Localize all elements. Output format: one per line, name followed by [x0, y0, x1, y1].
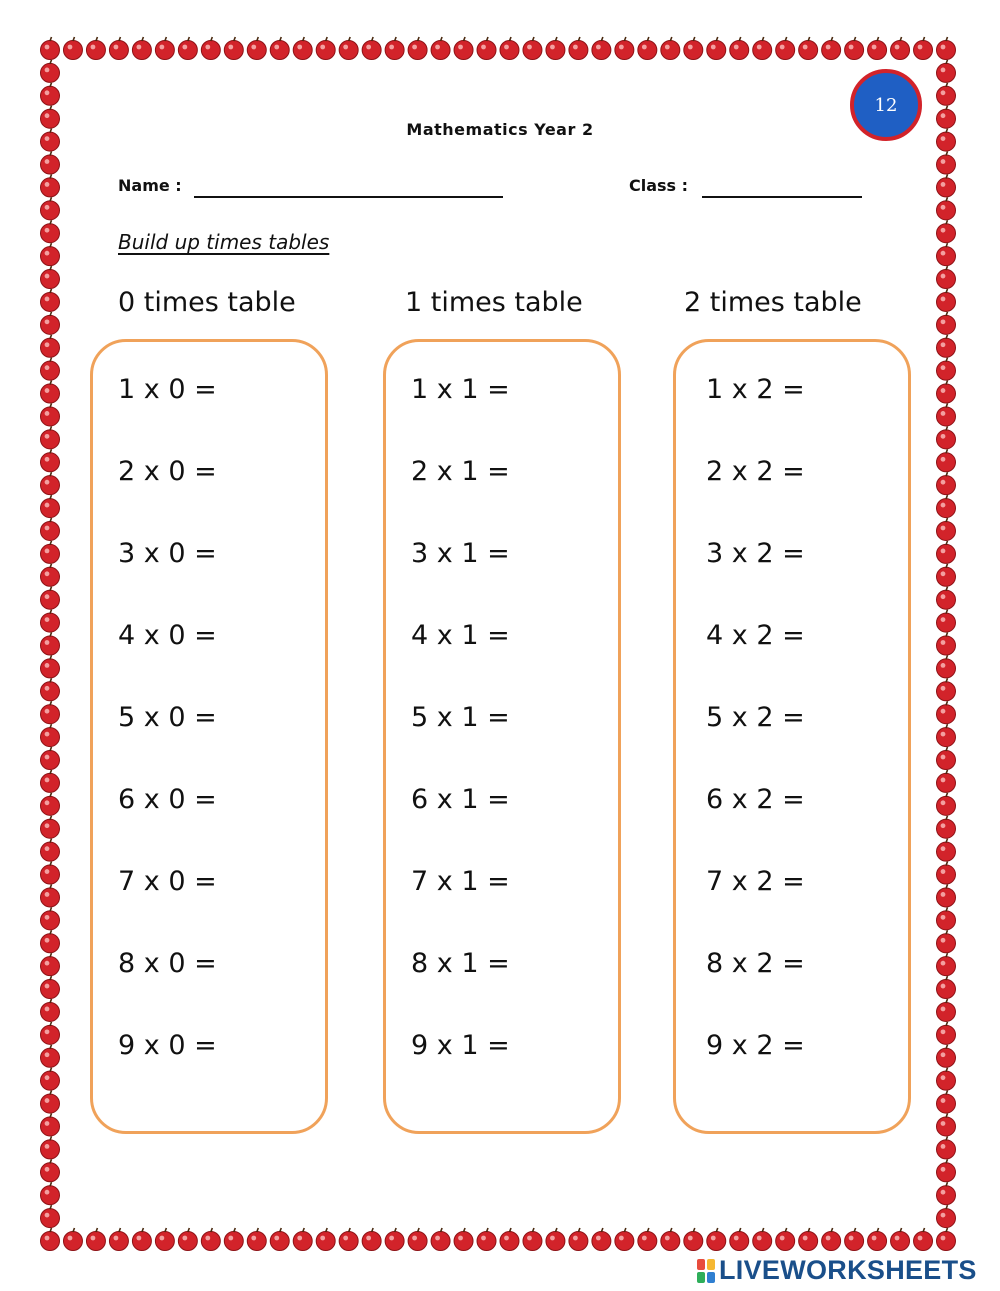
problem-item: 8 x 0 =: [118, 948, 217, 979]
apple-icon: [500, 1228, 519, 1251]
heading-0-times-table: 0 times table: [118, 287, 296, 318]
apple-icon: [638, 1228, 657, 1251]
apple-icon: [937, 1228, 956, 1251]
problem-item: 2 x 2 =: [706, 456, 805, 487]
apple-icon: [339, 1228, 358, 1251]
problem-item: 4 x 2 =: [706, 620, 805, 651]
apple-icon: [86, 37, 105, 60]
apple-icon: [937, 701, 956, 724]
apple-icon: [546, 1228, 565, 1251]
problem-item: 1 x 2 =: [706, 374, 805, 405]
problem-item: 3 x 1 =: [411, 538, 510, 569]
apple-icon: [41, 403, 60, 426]
heading-1-times-table: 1 times table: [405, 287, 583, 318]
apple-icon: [937, 655, 956, 678]
apple-icon: [41, 197, 60, 220]
apple-icon: [822, 1228, 841, 1251]
apple-icon: [661, 37, 680, 60]
apple-icon: [638, 37, 657, 60]
apple-icon: [661, 1228, 680, 1251]
apple-icon: [224, 1228, 243, 1251]
apple-icon: [41, 37, 60, 60]
apple-icon: [41, 426, 60, 449]
apple-icon: [937, 770, 956, 793]
apple-icon: [41, 541, 60, 564]
apple-icon: [937, 426, 956, 449]
apple-icon: [41, 1022, 60, 1045]
apple-icon: [41, 1045, 60, 1068]
apple-icon: [201, 1228, 220, 1251]
apple-icon: [41, 862, 60, 885]
apple-icon: [454, 1228, 473, 1251]
apple-icon: [41, 243, 60, 266]
apple-icon: [63, 1228, 82, 1251]
apple-icon: [41, 220, 60, 243]
apple-icon: [937, 1182, 956, 1205]
apple-icon: [937, 312, 956, 335]
apple-icon: [132, 37, 151, 60]
apple-icon: [523, 37, 542, 60]
apple-icon: [339, 37, 358, 60]
apple-icon: [937, 953, 956, 976]
apple-icon: [41, 587, 60, 610]
apple-icon: [937, 381, 956, 404]
apple-icon: [63, 37, 82, 60]
apple-icon: [753, 37, 772, 60]
instruction-subtitle: Build up times tables: [118, 230, 330, 254]
apple-icon: [523, 1228, 542, 1251]
apple-icon: [477, 1228, 496, 1251]
apple-icon: [41, 930, 60, 953]
apple-icon: [41, 472, 60, 495]
apple-icon: [41, 747, 60, 770]
apple-icon: [937, 472, 956, 495]
apple-icon: [385, 1228, 404, 1251]
apple-icon: [868, 1228, 887, 1251]
apple-icon: [937, 930, 956, 953]
apple-icon: [937, 518, 956, 541]
apple-icon: [41, 678, 60, 701]
apple-icon: [247, 1228, 266, 1251]
apple-icon: [431, 37, 450, 60]
apple-icon: [914, 37, 933, 60]
liveworksheets-brand[interactable]: [696, 1255, 977, 1286]
apple-icon: [937, 60, 956, 83]
apple-icon: [316, 1228, 335, 1251]
apple-icon: [914, 1228, 933, 1251]
apple-icon: [937, 1159, 956, 1182]
times-table-box-1: [383, 339, 621, 1134]
apple-icon: [41, 289, 60, 312]
apple-icon: [592, 1228, 611, 1251]
apple-icon: [41, 999, 60, 1022]
apple-icon: [937, 174, 956, 197]
apple-icon: [937, 633, 956, 656]
apple-icon: [316, 37, 335, 60]
problem-item: 7 x 2 =: [706, 866, 805, 897]
apple-icon: [41, 83, 60, 106]
heading-2-times-table: 2 times table: [684, 287, 862, 318]
apple-icon: [41, 60, 60, 83]
times-table-box-2: [673, 339, 911, 1134]
apple-icon: [41, 793, 60, 816]
apple-icon: [155, 37, 174, 60]
apple-icon: [937, 1091, 956, 1114]
name-label: Name :: [118, 176, 182, 195]
apple-icon: [270, 1228, 289, 1251]
apple-icon: [753, 1228, 772, 1251]
times-table-box-0: [90, 339, 328, 1134]
apple-icon: [937, 884, 956, 907]
apple-icon: [891, 1228, 910, 1251]
apple-icon: [41, 358, 60, 381]
apple-icon: [41, 1068, 60, 1091]
apple-icon: [41, 633, 60, 656]
apple-icon: [247, 37, 266, 60]
class-label: Class :: [629, 176, 689, 195]
apple-icon: [454, 37, 473, 60]
apple-icon: [41, 655, 60, 678]
apple-icon: [41, 701, 60, 724]
apple-icon: [41, 152, 60, 175]
apple-icon: [937, 564, 956, 587]
apple-icon: [937, 976, 956, 999]
problem-item: 3 x 2 =: [706, 538, 805, 569]
apple-icon: [684, 1228, 703, 1251]
problem-item: 4 x 1 =: [411, 620, 510, 651]
problem-item: 1 x 0 =: [118, 374, 217, 405]
apple-icon: [41, 312, 60, 335]
apple-icon: [937, 197, 956, 220]
apple-icon: [41, 1228, 60, 1251]
apple-icon: [707, 37, 726, 60]
apple-icon: [937, 793, 956, 816]
apple-icon: [155, 1228, 174, 1251]
apple-icon: [937, 243, 956, 266]
problem-item: 5 x 0 =: [118, 702, 217, 733]
apple-icon: [500, 37, 519, 60]
apple-icon: [41, 884, 60, 907]
apple-icon: [937, 724, 956, 747]
apple-icon: [178, 1228, 197, 1251]
apple-icon: [707, 1228, 726, 1251]
apple-icon: [799, 1228, 818, 1251]
problem-item: 9 x 0 =: [118, 1030, 217, 1061]
apple-icon: [41, 976, 60, 999]
apple-icon: [799, 37, 818, 60]
apple-icon: [937, 335, 956, 358]
apple-icon: [822, 37, 841, 60]
apple-icon: [937, 495, 956, 517]
apple-icon: [477, 37, 496, 60]
apple-icon: [937, 1022, 956, 1045]
apple-icon: [615, 1228, 634, 1251]
apple-icon: [41, 266, 60, 289]
apple-icon: [937, 907, 956, 930]
apple-icon: [41, 449, 60, 472]
apple-icon: [937, 839, 956, 862]
apple-icon: [937, 587, 956, 610]
apple-icon: [41, 1091, 60, 1114]
apple-icon: [937, 83, 956, 106]
apple-icon: [86, 1228, 105, 1251]
apple-icon: [293, 1228, 312, 1251]
apple-icon: [937, 610, 956, 633]
apple-icon: [270, 37, 289, 60]
apple-icon: [937, 862, 956, 885]
problem-item: 8 x 1 =: [411, 948, 510, 979]
apple-icon: [109, 37, 128, 60]
apple-icon: [776, 37, 795, 60]
apple-icon: [937, 999, 956, 1022]
apple-icon: [684, 37, 703, 60]
apple-icon: [937, 678, 956, 701]
apple-icon: [41, 495, 60, 517]
apple-icon: [293, 37, 312, 60]
apple-icon: [41, 724, 60, 747]
apple-icon: [937, 1136, 956, 1159]
problem-item: 5 x 2 =: [706, 702, 805, 733]
problem-item: 9 x 2 =: [706, 1030, 805, 1061]
name-field[interactable]: [194, 196, 503, 198]
apple-icon: [41, 335, 60, 358]
problem-item: 6 x 1 =: [411, 784, 510, 815]
apple-icon: [937, 152, 956, 175]
apple-icon: [41, 174, 60, 197]
apple-icon: [41, 564, 60, 587]
apple-icon: [937, 403, 956, 426]
liveworksheets-logo-icon: [696, 1258, 716, 1284]
apple-icon: [937, 449, 956, 472]
apple-icon: [224, 37, 243, 60]
apple-icon: [937, 37, 956, 60]
apple-icon: [937, 747, 956, 770]
apple-icon: [937, 358, 956, 381]
apple-icon: [41, 1182, 60, 1205]
apple-icon: [937, 266, 956, 289]
apple-icon: [41, 1205, 60, 1228]
apple-icon: [41, 1136, 60, 1159]
apple-icon: [891, 37, 910, 60]
apple-icon: [41, 816, 60, 839]
apple-icon: [868, 37, 887, 60]
apple-icon: [730, 1228, 749, 1251]
apple-icon: [569, 1228, 588, 1251]
apple-icon: [615, 37, 634, 60]
apple-icon: [41, 770, 60, 793]
problem-item: 6 x 0 =: [118, 784, 217, 815]
apple-icon: [408, 1228, 427, 1251]
problem-item: 3 x 0 =: [118, 538, 217, 569]
problem-item: 2 x 1 =: [411, 456, 510, 487]
apple-icon: [845, 37, 864, 60]
apple-icon: [41, 839, 60, 862]
apple-icon: [546, 37, 565, 60]
apple-icon: [431, 1228, 450, 1251]
apple-icon: [937, 1113, 956, 1136]
problem-item: 5 x 1 =: [411, 702, 510, 733]
apple-icon: [937, 816, 956, 839]
apple-icon: [201, 37, 220, 60]
apple-icon: [937, 1068, 956, 1091]
apple-icon: [730, 37, 749, 60]
apple-icon: [41, 381, 60, 404]
problem-item: 7 x 1 =: [411, 866, 510, 897]
brand-wordmark: LIVEWORKSHEETS: [719, 1255, 977, 1285]
problem-item: 6 x 2 =: [706, 784, 805, 815]
problem-item: 4 x 0 =: [118, 620, 217, 651]
apple-icon: [937, 1045, 956, 1068]
apple-icon: [937, 1205, 956, 1228]
apple-icon: [41, 610, 60, 633]
apple-icon: [41, 1113, 60, 1136]
apple-icon: [937, 289, 956, 312]
problem-item: 2 x 0 =: [118, 456, 217, 487]
problem-item: 1 x 1 =: [411, 374, 510, 405]
page-number-badge: 12: [850, 69, 922, 141]
apple-icon: [362, 37, 381, 60]
apple-icon: [845, 1228, 864, 1251]
apple-icon: [937, 541, 956, 564]
apple-icon: [41, 518, 60, 541]
apple-icon: [109, 1228, 128, 1251]
apple-icon: [41, 907, 60, 930]
apple-icon: [937, 220, 956, 243]
apple-icon: [132, 1228, 151, 1251]
class-field[interactable]: [702, 196, 862, 198]
apple-icon: [41, 1159, 60, 1182]
apple-icon: [592, 37, 611, 60]
apple-icon: [385, 37, 404, 60]
problem-item: 8 x 2 =: [706, 948, 805, 979]
document-title: Mathematics Year 2: [406, 120, 594, 139]
apple-icon: [569, 37, 588, 60]
apple-icon: [776, 1228, 795, 1251]
apple-icon: [41, 953, 60, 976]
apple-icon: [408, 37, 427, 60]
apple-icon: [178, 37, 197, 60]
apple-icon: [362, 1228, 381, 1251]
problem-item: 9 x 1 =: [411, 1030, 510, 1061]
problem-item: 7 x 0 =: [118, 866, 217, 897]
